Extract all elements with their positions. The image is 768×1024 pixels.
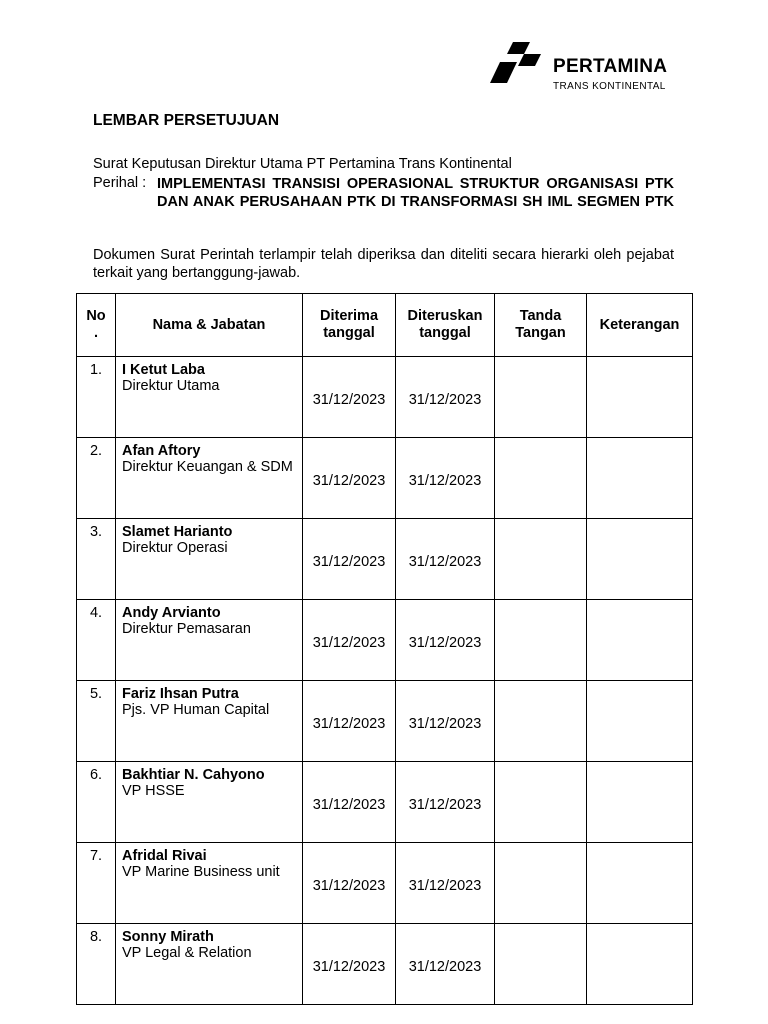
row-no: 8. xyxy=(77,924,116,1005)
company-logo xyxy=(484,40,684,96)
notes-cell xyxy=(587,762,693,843)
received-date: 31/12/2023 xyxy=(303,600,396,681)
official-position: VP Legal & Relation xyxy=(122,945,252,961)
header-name: Nama & Jabatan xyxy=(116,294,303,357)
logo-subtitle: TRANS KONTINENTAL xyxy=(553,81,666,92)
row-no: 5. xyxy=(77,681,116,762)
received-date: 31/12/2023 xyxy=(303,357,396,438)
row-name-cell xyxy=(116,843,303,924)
official-name: Slamet Harianto xyxy=(122,524,233,540)
official-name: Afan Aftory xyxy=(122,443,201,459)
approval-table xyxy=(76,293,693,1005)
table-row xyxy=(77,924,693,1005)
notes-cell xyxy=(587,357,693,438)
received-date: 31/12/2023 xyxy=(303,438,396,519)
table-row xyxy=(77,438,693,519)
row-no: 7. xyxy=(77,843,116,924)
pertamina-logo-icon xyxy=(484,40,546,84)
official-position: VP Marine Business unit xyxy=(122,864,280,880)
row-no: 2. xyxy=(77,438,116,519)
row-name-cell xyxy=(116,357,303,438)
notes-cell xyxy=(587,843,693,924)
received-date: 31/12/2023 xyxy=(303,681,396,762)
official-position: Pjs. VP Human Capital xyxy=(122,702,270,718)
received-date: 31/12/2023 xyxy=(303,519,396,600)
official-name: Andy Arvianto xyxy=(122,605,221,621)
official-position: Direktur Pemasaran xyxy=(122,621,251,637)
logo-brand: PERTAMINA xyxy=(553,56,668,77)
official-name: I Ketut Laba xyxy=(122,362,205,378)
received-date: 31/12/2023 xyxy=(303,843,396,924)
header-notes: Keterangan xyxy=(587,294,693,357)
document-title: LEMBAR PERSETUJUAN xyxy=(93,112,280,129)
notes-cell xyxy=(587,600,693,681)
row-name-cell xyxy=(116,438,303,519)
official-name: Sonny Mirath xyxy=(122,929,214,945)
row-no: 6. xyxy=(77,762,116,843)
header-signature: Tanda Tangan xyxy=(495,294,587,357)
table-row xyxy=(77,357,693,438)
forwarded-date: 31/12/2023 xyxy=(396,438,495,519)
table-row xyxy=(77,519,693,600)
signature-cell xyxy=(495,762,587,843)
perihal-subject: IMPLEMENTASI TRANSISI OPERASIONAL STRUKTUR ORGANISASI PTK DAN ANAK PERUSAHAAN PTK DI TRANSFORMASI SH IML SEGMEN PTK xyxy=(157,176,674,210)
table-header-row xyxy=(77,294,693,357)
signature-cell xyxy=(495,357,587,438)
table-row xyxy=(77,600,693,681)
forwarded-date: 31/12/2023 xyxy=(396,600,495,681)
official-position: Direktur Utama xyxy=(122,378,220,394)
row-name-cell xyxy=(116,681,303,762)
header-received: Diterima tanggal xyxy=(303,294,396,357)
forwarded-date: 31/12/2023 xyxy=(396,762,495,843)
forwarded-date: 31/12/2023 xyxy=(396,519,495,600)
row-no: 1. xyxy=(77,357,116,438)
perihal-label: Perihal : xyxy=(93,175,147,191)
signature-cell xyxy=(495,519,587,600)
row-no: 3. xyxy=(77,519,116,600)
official-name: Bakhtiar N. Cahyono xyxy=(122,767,265,783)
official-position: Direktur Operasi xyxy=(122,540,228,556)
received-date: 31/12/2023 xyxy=(303,762,396,843)
signature-cell xyxy=(495,600,587,681)
notes-cell xyxy=(587,519,693,600)
row-name-cell xyxy=(116,924,303,1005)
signature-cell xyxy=(495,438,587,519)
forwarded-date: 31/12/2023 xyxy=(396,681,495,762)
row-name-cell xyxy=(116,600,303,681)
row-name-cell xyxy=(116,519,303,600)
signature-cell xyxy=(495,843,587,924)
forwarded-date: 31/12/2023 xyxy=(396,357,495,438)
signature-cell xyxy=(495,681,587,762)
official-name: Fariz Ihsan Putra xyxy=(122,686,239,702)
row-no: 4. xyxy=(77,600,116,681)
table-row xyxy=(77,843,693,924)
notes-cell xyxy=(587,681,693,762)
table-row xyxy=(77,762,693,843)
received-date: 31/12/2023 xyxy=(303,924,396,1005)
official-position: VP HSSE xyxy=(122,783,185,799)
notes-cell xyxy=(587,924,693,1005)
row-name-cell xyxy=(116,762,303,843)
decree-line: Surat Keputusan Direktur Utama PT Pertamina Trans Kontinental xyxy=(93,156,512,172)
table-row xyxy=(77,681,693,762)
intro-paragraph: Dokumen Surat Perintah terlampir telah diperiksa dan diteliti secara hierarki oleh pejabat terkait yang bertanggung-jawab. xyxy=(93,247,674,281)
header-no: No. xyxy=(77,294,116,357)
forwarded-date: 31/12/2023 xyxy=(396,924,495,1005)
official-name: Afridal Rivai xyxy=(122,848,207,864)
notes-cell xyxy=(587,438,693,519)
header-forwarded: Diteruskan tanggal xyxy=(396,294,495,357)
forwarded-date: 31/12/2023 xyxy=(396,843,495,924)
official-position: Direktur Keuangan & SDM xyxy=(122,459,293,475)
signature-cell xyxy=(495,924,587,1005)
